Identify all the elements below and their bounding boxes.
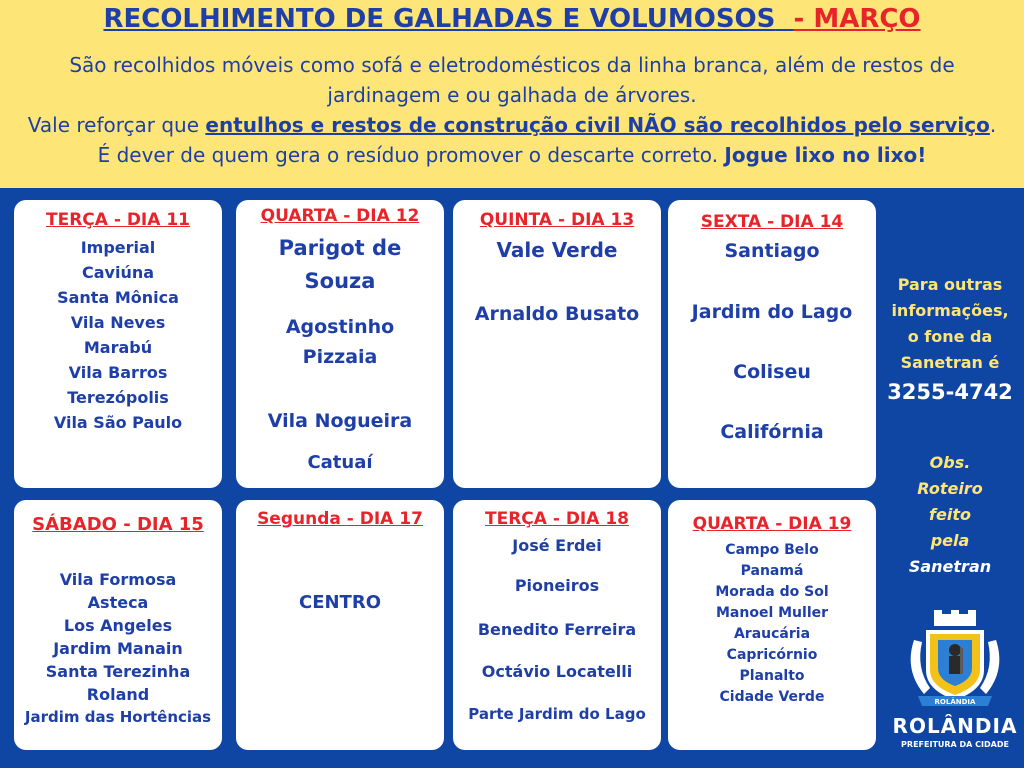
neighborhood-item: Manoel Muller — [715, 605, 829, 621]
coat-of-arms-icon — [900, 610, 1010, 710]
contact-info — [880, 272, 1020, 376]
neighborhood-item: Pizzaia — [302, 346, 378, 368]
obs-line: Sanetran — [908, 557, 992, 576]
obs-line: Obs. — [929, 453, 971, 472]
header-banner — [0, 0, 1024, 188]
neighborhood-item: Jardim do Lago — [691, 301, 853, 323]
neighborhood-item: Vila Barros — [68, 363, 168, 382]
intro-line-1: São recolhidos móveis como sofá e eletrodomésticos da linha branca, além de restos de — [69, 53, 955, 77]
contact-line: o fone da — [907, 327, 993, 346]
intro-line-4 — [0, 140, 1024, 170]
title-separator — [775, 4, 793, 34]
neighborhood-item: Vale Verde — [496, 238, 618, 262]
neighborhood-item: Terezópolis — [67, 388, 169, 407]
card-day-label: SÁBADO - DIA 15 — [32, 514, 204, 535]
schedule-card-quinta-13 — [453, 200, 661, 488]
card-day-label: TERÇA - DIA 11 — [46, 210, 190, 230]
neighborhood-item: Benedito Ferreira — [477, 620, 637, 639]
phone-number: 3255-4742 — [887, 380, 1013, 404]
neighborhood-item: Campo Belo — [725, 542, 819, 558]
schedule-card-quarta-12 — [236, 200, 444, 488]
neighborhood-item: Coliseu — [733, 361, 811, 383]
contact-line: informações, — [891, 301, 1009, 320]
neighborhood-item: Agostinho — [285, 316, 395, 338]
schedule-card-quarta-19 — [668, 500, 876, 750]
neighborhood-item: Santiago — [724, 240, 820, 262]
intro-line-2: jardinagem e ou galhada de árvores. — [327, 83, 697, 107]
card-day-label: QUARTA - DIA 12 — [260, 206, 420, 226]
city-logo — [892, 610, 1018, 760]
intro-text — [0, 50, 1024, 170]
intro-line-4-a: É dever de quem gera o resíduo promover o descarte correto. — [97, 143, 725, 167]
neighborhood-item: Planalto — [739, 668, 805, 684]
card-day-label: QUINTA - DIA 13 — [479, 210, 635, 230]
crest-ribbon-text: ROLÂNDIA — [934, 698, 976, 706]
neighborhood-item: Roland — [86, 685, 150, 704]
neighborhood-item: Souza — [304, 269, 376, 293]
contact-line: Sanetran é — [900, 353, 1000, 372]
schedule-card-sabado-15 — [14, 500, 222, 750]
neighborhood-item: Santa Terezinha — [45, 662, 191, 681]
neighborhood-item: Pioneiros — [514, 576, 600, 595]
schedule-card-sexta-14 — [668, 200, 876, 488]
intro-line-4-emphasis: Jogue lixo no lixo! — [724, 143, 927, 167]
page-title — [0, 4, 1024, 34]
neighborhood-item: Vila São Paulo — [53, 413, 183, 432]
obs-line: Roteiro — [917, 479, 983, 498]
neighborhood-item: Vila Neves — [70, 313, 166, 332]
neighborhood-item: Los Angeles — [63, 616, 173, 635]
neighborhood-item: Vila Nogueira — [267, 410, 413, 432]
card-day-label: TERÇA - DIA 18 — [485, 509, 629, 529]
neighborhood-item: Morada do Sol — [715, 584, 829, 600]
neighborhood-item: Catuaí — [307, 452, 373, 473]
neighborhood-item: Capricórnio — [726, 647, 818, 663]
logo-city-name: ROLÂNDIA — [892, 714, 1018, 738]
neighborhood-item: Vila Formosa — [59, 570, 177, 589]
neighborhood-item: Octávio Locatelli — [481, 662, 633, 681]
schedule-card-terca-11 — [14, 200, 222, 488]
title-main: RECOLHIMENTO DE GALHADAS E VOLUMOSOS — [103, 4, 776, 34]
neighborhood-item: Asteca — [87, 593, 149, 612]
obs-line: pela — [930, 531, 970, 550]
neighborhood-item: Parte Jardim do Lago — [468, 705, 646, 723]
neighborhood-item: Imperial — [80, 238, 156, 257]
neighborhood-item: José Erdei — [512, 536, 602, 555]
card-day-label: QUARTA - DIA 19 — [692, 514, 852, 534]
title-month: - MARÇO — [793, 4, 921, 34]
neighborhood-item: Marabú — [83, 338, 153, 357]
neighborhood-item: Jardim das Hortências — [24, 708, 212, 726]
neighborhood-item: Santa Mônica — [57, 288, 179, 307]
obs-line: feito — [929, 505, 971, 524]
neighborhood-item: Califórnia — [720, 421, 824, 443]
neighborhood-item: Araucária — [733, 626, 811, 642]
neighborhood-item: Parigot de — [278, 236, 402, 260]
schedule-card-terca-18 — [453, 500, 661, 750]
intro-line-3 — [0, 110, 1024, 140]
neighborhood-item: Caviúna — [81, 263, 155, 282]
logo-city-subtitle: PREFEITURA DA CIDADE — [901, 740, 1009, 749]
intro-line-3-c: . — [989, 113, 997, 137]
neighborhood-item: CENTRO — [298, 592, 381, 613]
neighborhood-item: Cidade Verde — [719, 689, 825, 705]
intro-line-3-emphasis: entulhos e restos de construção civil NÃO são recolhidos pelo serviço — [205, 113, 990, 137]
neighborhood-item: Panamá — [740, 563, 804, 579]
neighborhood-item: Jardim Manain — [53, 639, 183, 658]
schedule-card-segunda-17 — [236, 500, 444, 750]
card-day-label: SEXTA - DIA 14 — [700, 212, 844, 232]
neighborhood-item: Arnaldo Busato — [474, 303, 640, 325]
intro-line-3-a: Vale reforçar que — [27, 113, 206, 137]
observation-note — [880, 450, 1020, 580]
contact-line: Para outras — [897, 275, 1003, 294]
card-day-label: Segunda - DIA 17 — [257, 509, 423, 529]
